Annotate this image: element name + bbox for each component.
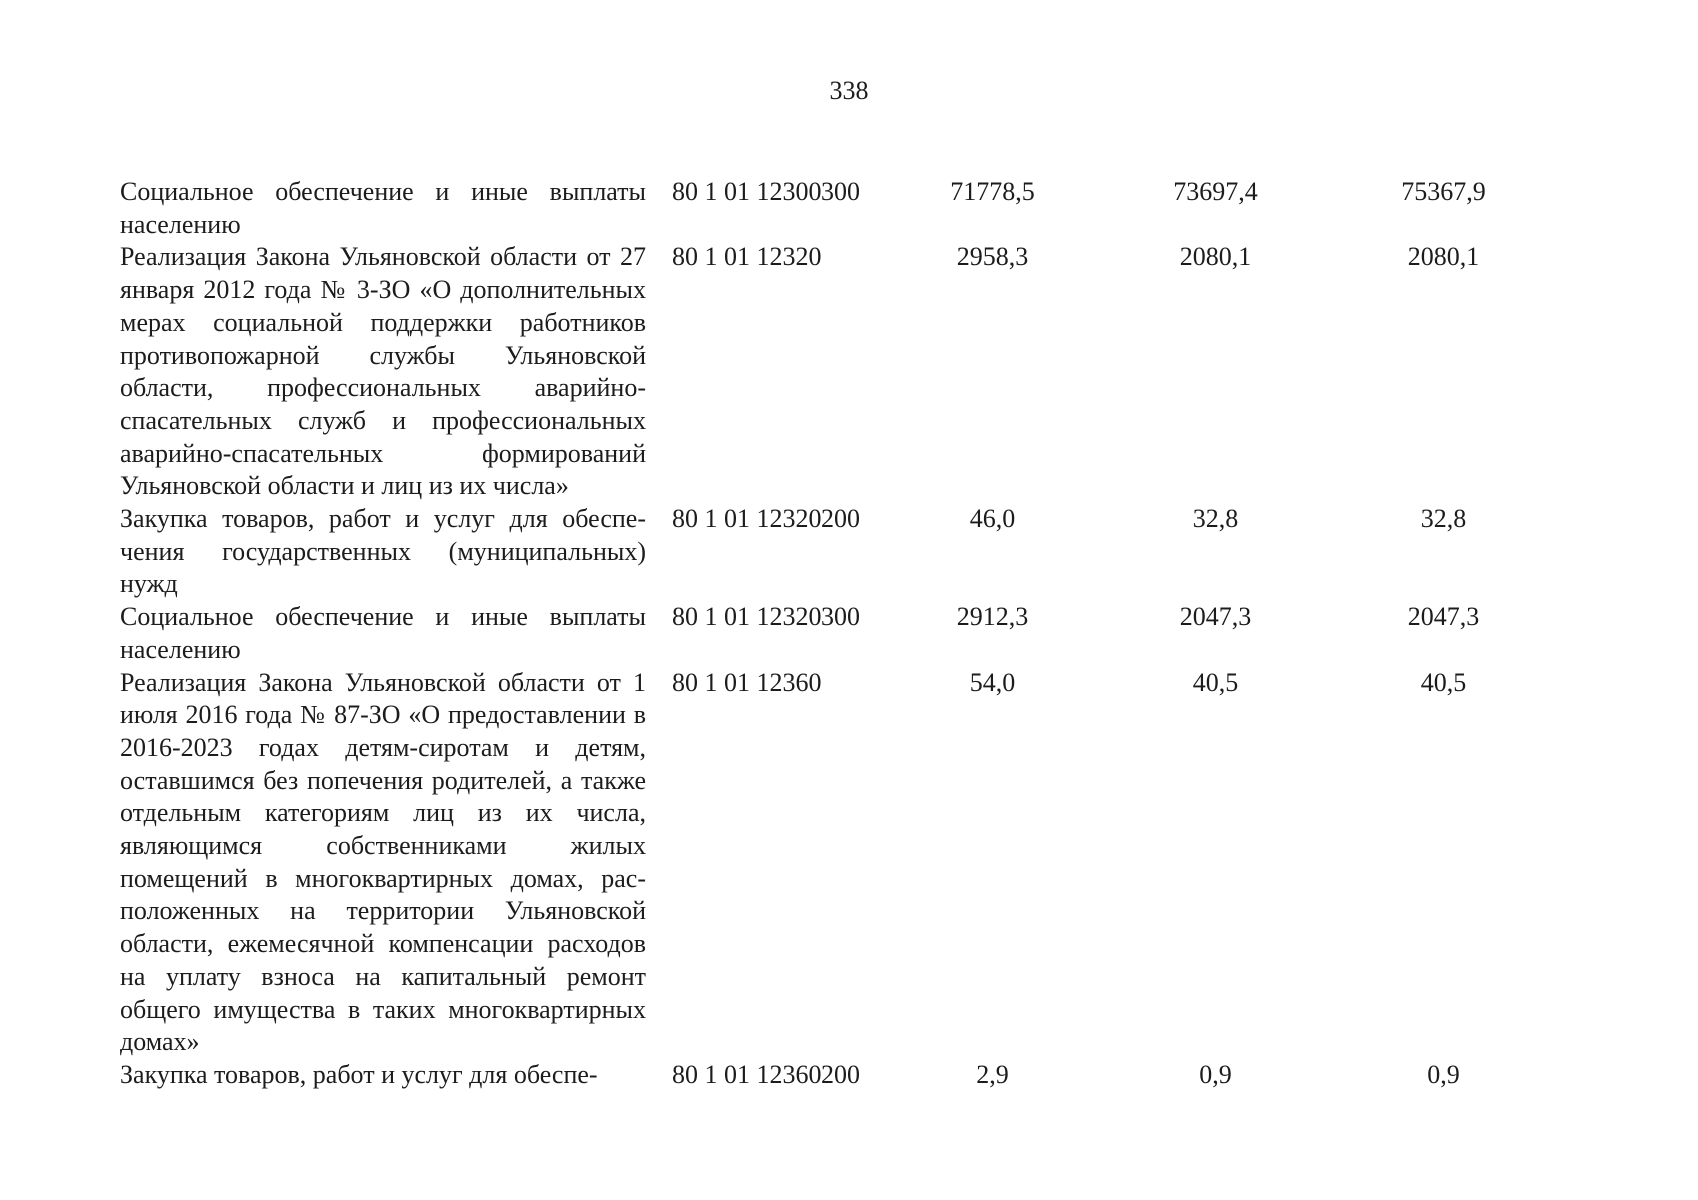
table-row <box>120 667 1560 1059</box>
row-name: Реализация Закона Ульяновской области от 1 июля 2016 года № 87-ЗО «О предоставлении в 2016-2023 годах детям-сиротам и детям, оставшимся без попечения родителей, а также отдельным категориям лиц из их числа, являющимся собственниками жилых помещений в многоквартирных домах, расположенных на территории Ульяновской области, ежемесячной компенсации расходов на уплату взноса на капитальный ремонт общего имущества в таких многоквартирных домах» <box>120 667 646 1057</box>
row-name: Закупка товаров, работ и услуг для обеспечения государственных (муниципальных) нужд <box>120 504 646 599</box>
row-value-1: 2,9 <box>976 1059 1009 1089</box>
row-value-1: 2958,3 <box>956 242 1029 272</box>
row-code: 80 1 01 12360 <box>672 667 822 697</box>
page-number <box>0 76 1698 106</box>
row-value-2: 32,8 <box>1192 504 1239 534</box>
row-value-3: 2047,3 <box>1407 602 1480 632</box>
row-type: 300 <box>821 602 860 632</box>
table-row <box>120 601 1560 666</box>
row-value-3: 40,5 <box>1420 667 1467 697</box>
row-value-2: 2080,1 <box>1179 242 1252 272</box>
row-value-1: 54,0 <box>969 667 1016 697</box>
row-type: 300 <box>821 177 860 206</box>
row-name: Социальное обеспечение и иные выплаты населению <box>120 177 646 239</box>
table-row <box>120 503 1560 601</box>
row-value-2: 2047,3 <box>1179 602 1252 632</box>
table-row <box>120 176 1560 241</box>
row-value-3: 32,8 <box>1420 504 1467 534</box>
row-name: Закупка товаров, работ и услуг для обеспе- <box>120 1059 598 1089</box>
table-row <box>120 1059 1560 1092</box>
row-type: 200 <box>821 504 860 534</box>
row-value-3: 2080,1 <box>1407 242 1480 272</box>
row-name: Реализация Закона Ульяновской области от 27 января 2012 года № 3-ЗО «О дополнительных мерах социальной поддержки работников противопожарной службы Ульяновской области, профессиональных аварийно-спасательных служб и профессиональных аварийно-спасательных формирований Ульяновской области и лиц из их числа» <box>120 242 646 501</box>
page-number-text: 338 <box>829 76 869 105</box>
row-value-2: 0,9 <box>1199 1059 1232 1089</box>
row-code: 80 1 01 12300 <box>672 177 822 206</box>
row-value-1: 71778,5 <box>950 177 1035 206</box>
row-value-1: 2912,3 <box>956 602 1029 632</box>
row-value-2: 40,5 <box>1192 667 1239 697</box>
row-type <box>821 667 881 1059</box>
row-code: 80 1 01 12320 <box>672 602 822 632</box>
table-row <box>120 241 1560 503</box>
row-value-3: 75367,9 <box>1401 177 1486 206</box>
row-value-2: 73697,4 <box>1173 177 1258 206</box>
row-type: 200 <box>821 1059 860 1089</box>
row-type <box>821 241 881 503</box>
row-value-1: 46,0 <box>969 504 1016 534</box>
budget-table <box>120 176 1560 1092</box>
row-name: Социальное обеспечение и иные выплаты населению <box>120 602 646 664</box>
row-code: 80 1 01 12320 <box>672 242 822 272</box>
row-value-3: 0,9 <box>1427 1059 1460 1089</box>
row-code: 80 1 01 12320 <box>672 504 822 534</box>
row-code: 80 1 01 12360 <box>672 1059 822 1089</box>
